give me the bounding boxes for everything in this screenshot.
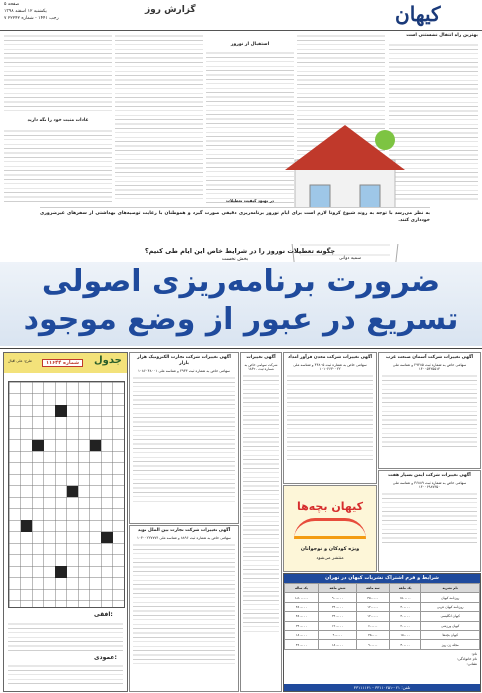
ad-body: سهامی خاص به شماره ثبت ۴۴۸۰۵ و شناسه ملی ۱۰۱۰۲۶۳۰۰۲۲ (293, 363, 367, 371)
table-cell: روزنامه کیهان عربی (421, 602, 480, 611)
ad-text (133, 542, 235, 667)
table-header: سه ماهه (356, 584, 389, 593)
table-row (285, 612, 480, 621)
table-cell: ۴۰،۰۰۰ (389, 612, 421, 621)
section-title: گزارش روز (145, 5, 196, 15)
article-byline: سمیه دوانی (338, 256, 361, 261)
table-cell: ۱،۸۰۰،۰۰۰ (285, 593, 319, 602)
table-cell: ۳۶۰،۰۰۰ (285, 640, 319, 649)
headline-line-1: ضرورت برنامه‌ریزی اصولی (41, 264, 441, 299)
subscription-box (283, 573, 481, 692)
ad-title: آگهی تغییرات شرکت آسمان صنعت غرب (385, 355, 474, 360)
col-left-sub: در بهبود کیفیت تعطیلات (226, 198, 274, 203)
crossword-panel (3, 352, 128, 692)
crossword-horizontal-label: افقی: (94, 611, 113, 618)
col-4-text (115, 33, 203, 203)
table-cell: کیهان ورزشی (421, 621, 480, 630)
crossword-vertical-clues (8, 663, 123, 687)
crossword-title: جدول (94, 355, 122, 366)
section-divider (0, 348, 482, 349)
table-cell: ۲۴۰،۰۰۰ (318, 602, 356, 611)
article-subkicker: بخش نخست (221, 256, 249, 262)
table-cell: کیهان بچه‌ها (421, 630, 480, 639)
col-left-title: عادات مثبت خود را نگه دارید (27, 118, 89, 123)
table-cell: ۴۵۰،۰۰۰ (356, 593, 389, 602)
table-cell: ۱۵۰،۰۰۰ (389, 593, 421, 602)
crossword-horizontal-clues (8, 621, 123, 651)
table-row (285, 621, 480, 630)
ad-title: آگهی تغییرات شرکت معدن فرآور امداد (287, 355, 373, 360)
promo-subtitle: ویژه کودکان و نوجوانان (300, 546, 360, 552)
table-cell: ۳۰،۰۰۰ (389, 640, 421, 649)
form-label: نشانی: (466, 662, 477, 667)
crossword-block (101, 532, 113, 544)
date-line-1: یکشنبه ۱۲ اسفند ۱۳۹۸ (4, 9, 47, 14)
crossword-header (4, 353, 127, 373)
crossword-block (90, 440, 102, 452)
page-label: صفحه ۵ (4, 2, 20, 7)
headline-line-2: تسریع در عبور از وضع موجود (23, 302, 459, 337)
ad-text (287, 373, 373, 463)
ad-box (283, 352, 377, 484)
crossword-block (32, 440, 44, 452)
crossword-block (67, 486, 79, 498)
form-label: نام خانوادگی: (456, 656, 477, 661)
table-row (285, 640, 480, 649)
table-cell: ۱۵،۰۰۰ (389, 630, 421, 639)
col-5b-text (4, 128, 112, 203)
table-cell: مجله زن روز (421, 640, 480, 649)
crossword-guide: طرح: علی اقبال (8, 359, 32, 363)
ad-body: سهامی خاص به شماره ثبت ۲۹۲۸۵ و شناسه ملی ۱۴۰۰۵۴۲۵۵۱۴ (392, 363, 467, 371)
table-cell: ۹۰،۰۰۰ (318, 630, 356, 639)
col-mid-title: استقبال از نوروز (230, 42, 270, 47)
ad-box (129, 525, 239, 692)
crossword-vertical-label: عمودی: (94, 654, 117, 661)
table-cell: ۲۴۰،۰۰۰ (318, 612, 356, 621)
lead-box (40, 207, 430, 244)
ad-title: آگهی تغییرات شرکت تجارت الکترونیک هزار بازار (137, 355, 231, 366)
table-cell: روزنامه کیهان (421, 593, 480, 602)
ad-body: سهامی خاص به شماره ثبت ۲۹۳۳ و شناسه ملی ۱۰۸۶۰۴۸۰۰۱ (138, 369, 230, 373)
table-cell: ۶۰،۰۰۰ (356, 621, 389, 630)
ad-body: سهامی خاص به شماره ثبت ۳۶۸۸۹ و شناسه ملی ۱۴۰۰۶۹۸۷۳۵۰ (392, 481, 467, 489)
table-cell: ۴۸۰،۰۰۰ (285, 602, 319, 611)
ad-text (382, 491, 477, 546)
promo-box (283, 485, 377, 572)
crossword-block (21, 520, 33, 532)
table-header: یک ماهه (389, 584, 421, 593)
ad-box (240, 352, 282, 692)
table-cell: ۴۵،۰۰۰ (356, 630, 389, 639)
table-cell: ۹۰۰،۰۰۰ (318, 593, 356, 602)
table-cell: ۲۴۰،۰۰۰ (285, 621, 319, 630)
subscription-footer: تلفن: ۰۲۱-۳۳۱۱۰۲۵۱ - ۳۳۱۱۱۱۴۱ (284, 684, 480, 691)
ad-text (382, 373, 477, 448)
page-header (0, 0, 482, 31)
promo-rainbow (294, 518, 366, 539)
table-cell: ۴۰،۰۰۰ (389, 602, 421, 611)
ad-title: آگهی تغییرات (246, 355, 276, 360)
newspaper-logo: کیهان (395, 2, 441, 26)
table-cell: ۱۸۰،۰۰۰ (318, 640, 356, 649)
col-5-text (4, 33, 112, 113)
ad-box (378, 352, 481, 469)
date-line-2: ۷ رجب ۱۴۴۱ - شماره ۲۲۲۴۲ (4, 16, 59, 21)
ad-text (133, 375, 235, 505)
table-row (285, 630, 480, 639)
subscription-table (284, 583, 480, 650)
lead-text: به نظر می‌رسد با توجه به روند شیوع کرونا لازم است برای ایام نوروز برنامه‌ریزی دقیقی صورت گیرد و هموطنان با رعایت توصیه‌های بهداشتی از سفرهای غیرضروری خودداری کنند. (40, 211, 430, 223)
table-header: شش ماهه (318, 584, 356, 593)
table-header: یک ساله (285, 584, 319, 593)
col-3-text (206, 50, 294, 203)
table-cell: ۱۲۰،۰۰۰ (356, 602, 389, 611)
ad-box (378, 470, 481, 572)
ad-box (129, 352, 239, 524)
ad-body: سهامی خاص به شماره ثبت ۸۸۹۶ و شناسه ملی ۱۰۳۰۰۲۲۷۷۷۴ (137, 536, 231, 540)
ad-title: آگهی تغییرات شرکت تجارت بین الملل نوید (137, 528, 231, 533)
crossword-block (55, 566, 67, 578)
ad-title: آگهی تغییرات شرکت ایمن بسپار هفت (388, 473, 471, 478)
table-cell: کیهان انگلیسی (421, 612, 480, 621)
crossword-grid (8, 381, 125, 608)
article-kicker: چگونه تعطیلات نوروز را در شرایط خاص این ایام طی کنیم؟ (144, 247, 336, 255)
table-cell: ۲۰،۰۰۰ (389, 621, 421, 630)
col-right-title: بهترین راه انتقال نشستنی است (406, 33, 478, 38)
promo-tagline: منتشر می‌شود (316, 556, 344, 561)
crossword-number: شماره ۱۱۶۴۴ (42, 359, 83, 367)
promo-title: کیهان بچه‌ها (297, 500, 363, 513)
table-cell: ۱۲۰،۰۰۰ (318, 621, 356, 630)
table-cell: ۴۸۰،۰۰۰ (285, 612, 319, 621)
table-row (285, 602, 480, 611)
form-label: نام: (471, 651, 477, 656)
ad-text (243, 373, 279, 633)
crossword-block (55, 405, 67, 417)
subscription-title: شرایط و فرم اشتراک نشریات کیهان در تهران (284, 574, 480, 583)
table-header: نام نشریه (421, 584, 480, 593)
table-cell: ۱۲۰،۰۰۰ (356, 612, 389, 621)
subscription-form (284, 650, 480, 670)
table-row (285, 593, 480, 602)
ad-body: شرکت سهامی خاص به شماره ثبت ۱۸۳۲۰ (244, 363, 278, 371)
table-cell: ۹۰،۰۰۰ (356, 640, 389, 649)
table-cell: ۱۸۰،۰۰۰ (285, 630, 319, 639)
